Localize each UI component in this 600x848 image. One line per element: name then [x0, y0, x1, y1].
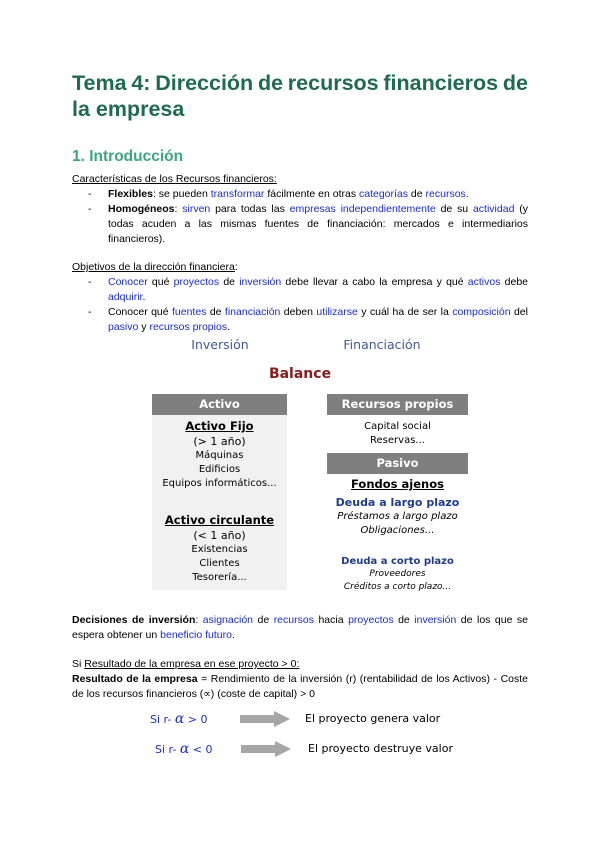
resultado-block	[72, 657, 528, 702]
activo-fijo-sub: (> 1 año)	[193, 435, 246, 448]
activo-header: Activo	[152, 394, 287, 415]
fondos-ajenos-heading: Fondos ajenos	[351, 477, 444, 491]
bullet-dash: -	[88, 306, 92, 318]
bullet-dash: -	[88, 188, 92, 200]
decisiones-paragraph: Decisiones de inversión: asignación de recursos hacia proyectos de inversión de los que se espera obtener un beneficio futuro.	[72, 614, 529, 641]
list-item: Créditos a corto plazo...	[343, 582, 452, 592]
activo-circulante-group	[152, 513, 287, 585]
list-item: Obligaciones...	[360, 525, 435, 536]
title-word: Tema	[72, 71, 127, 95]
bullet-dash: -	[88, 276, 92, 288]
activo-circulante-sub: (< 1 año)	[193, 529, 246, 542]
financiacion-label: Financiación	[343, 337, 421, 352]
caracteristicas-block	[72, 172, 528, 247]
list-item: Préstamos a largo plazo	[337, 511, 458, 522]
arrow-right-icon	[241, 741, 291, 757]
activo-fijo-heading: Activo Fijo	[185, 419, 254, 433]
pasivo-header: Pasivo	[327, 453, 468, 474]
balance-title: Balance	[268, 366, 332, 382]
title-word: de	[257, 71, 284, 95]
deuda-corto-heading: Deuda a corto plazo	[341, 556, 454, 567]
list-item: Reservas...	[370, 435, 425, 446]
recursos-propios-group	[327, 420, 468, 448]
title-word: recursos	[287, 71, 379, 95]
activo-circulante-heading: Activo circulante	[164, 513, 275, 527]
title-word: financieros	[383, 71, 499, 95]
title-word: Dirección	[155, 71, 254, 95]
rule-positive-formula: Si r- α > 0	[150, 711, 208, 727]
caracteristicas-heading: Características de los Recursos financieros:	[72, 173, 277, 185]
recursos-propios-header: Recursos propios	[327, 394, 468, 415]
inversion-label: Inversión	[191, 337, 249, 352]
bullet-objetivo-2: - Conocer qué fuentes de financiación deben utilizarse y cuál ha de ser la composición del pasivo y recursos propios.	[88, 306, 528, 333]
bullet-flexibles: - Flexibles: se pueden transformar fácilmente en otras categorías de recursos.	[88, 188, 469, 200]
list-item: Máquinas	[195, 450, 244, 461]
activo-fijo-group	[152, 419, 287, 491]
resultado-definition: Resultado de la empresa = Rendimiento de la inversión (r) (rentabilidad de los Activos) - Coste de los recursos financieros (∝) (coste de capital) > 0	[72, 673, 529, 700]
list-item: Proveedores	[369, 569, 426, 579]
deuda-largo-group	[322, 495, 473, 538]
rule-positive-result: El proyecto genera valor	[305, 712, 441, 725]
bullet-homogeneos: - Homogéneos: sirven para todas las empresas independientemente de su actividad (y todas acuden a las mismas fuentes de financiación: mercados e intermediarios financieros).	[88, 203, 528, 245]
list-item: Edificios	[198, 464, 241, 475]
list-item: Capital social	[364, 421, 431, 432]
bullet-dash: -	[88, 203, 92, 215]
resultado-condition: Si Resultado de la empresa en ese proyecto > 0:	[72, 658, 300, 670]
section-heading: 1. Introducción	[72, 148, 184, 165]
rule-negative-formula: Si r- α < 0	[155, 741, 213, 757]
list-item: Tesorería...	[192, 572, 247, 583]
title-line-2: la empresa	[72, 97, 185, 121]
title-word: de	[502, 71, 528, 95]
rule-negative-result: El proyecto destruye valor	[308, 742, 453, 755]
list-item: Existencias	[191, 544, 248, 555]
objetivos-block	[72, 260, 528, 335]
list-item: Clientes	[199, 558, 240, 569]
arrow-right-icon	[240, 711, 290, 727]
title-word: 4:	[131, 71, 151, 95]
deuda-largo-heading: Deuda a largo plazo	[335, 496, 460, 509]
deuda-corto-group	[322, 555, 473, 594]
list-item: Equipos informáticos...	[162, 478, 277, 489]
page-title	[72, 70, 528, 122]
objetivos-heading: Objetivos de la dirección financiera:	[72, 261, 238, 273]
bullet-objetivo-1: - Conocer qué proyectos de inversión debe llevar a cabo la empresa y qué activos debe adquirir.	[88, 276, 529, 303]
